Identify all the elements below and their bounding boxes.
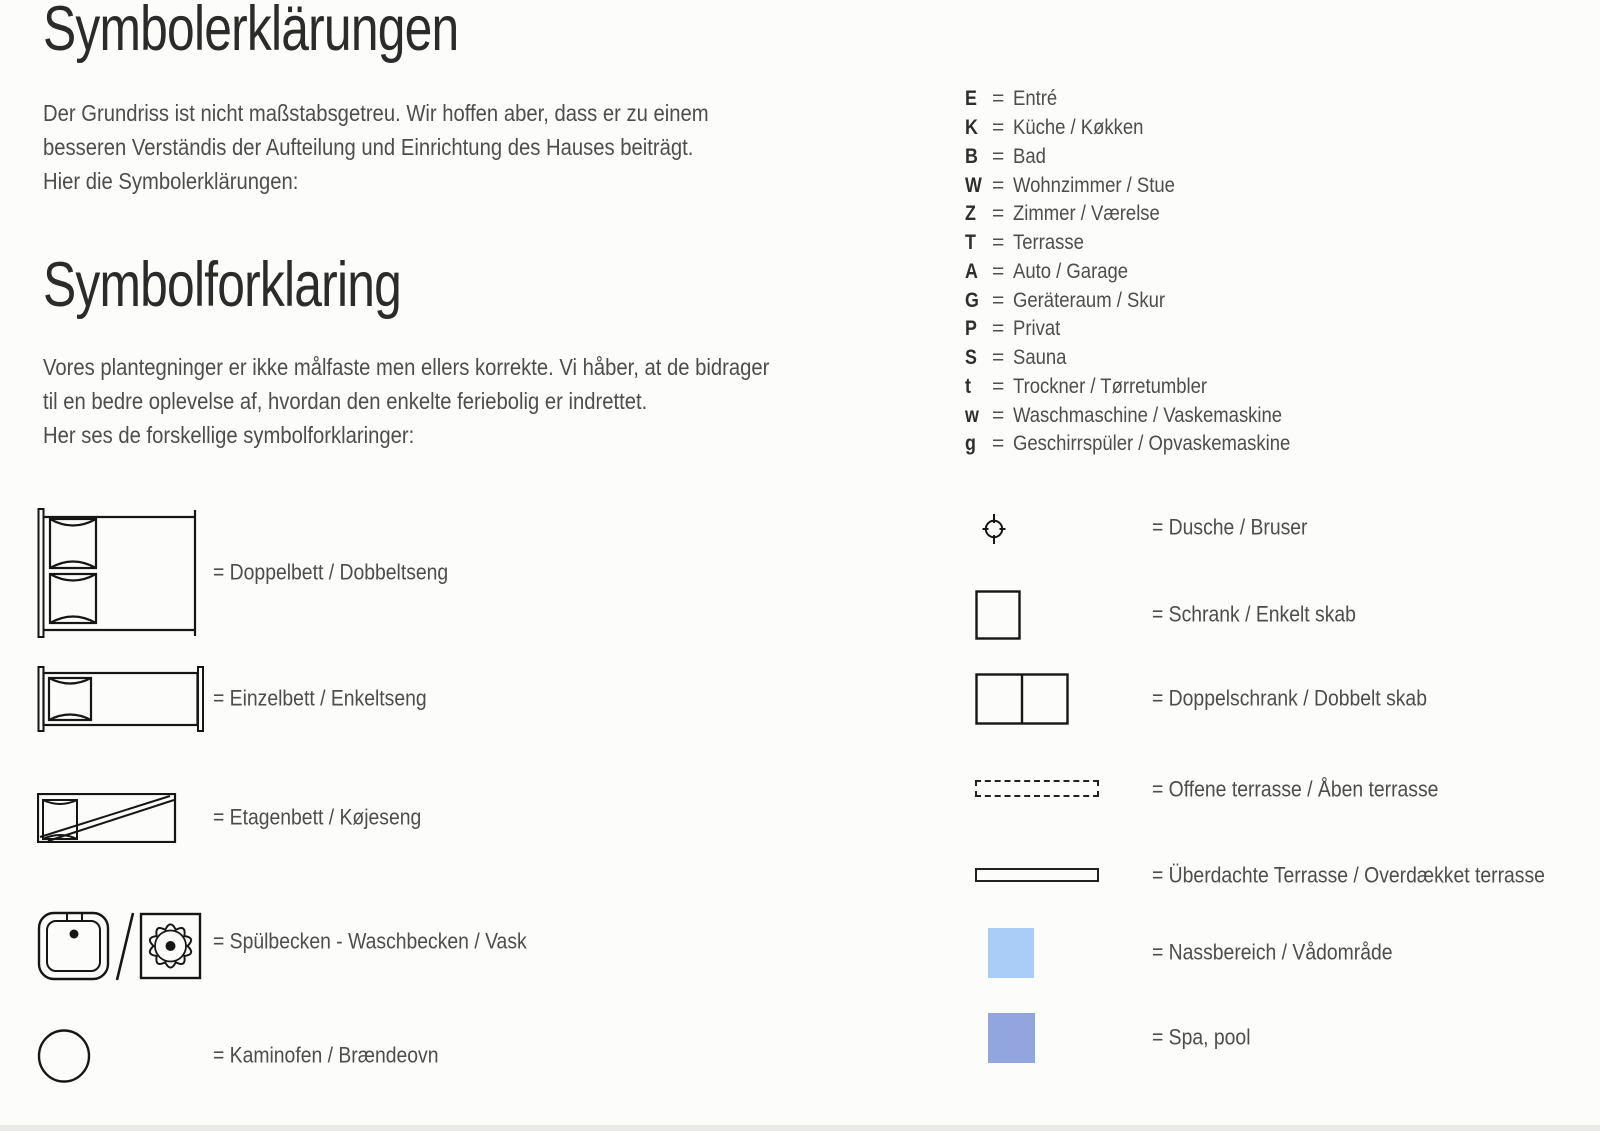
legend-equals: = bbox=[992, 403, 1005, 427]
shower-label: = Dusche / Bruser bbox=[1152, 514, 1308, 540]
legend-definition: Terrasse bbox=[1013, 231, 1084, 255]
legend-definition: Auto / Garage bbox=[1013, 259, 1129, 283]
open-terrace-label: = Offene terrasse / Åben terrasse bbox=[1152, 775, 1439, 801]
legend-definition: Geräteraum / Skur bbox=[1013, 288, 1166, 312]
legend-definition: Geschirrspüler / Opvaskemaskine bbox=[1013, 432, 1291, 456]
legend-letter: K bbox=[965, 116, 978, 140]
letter-legend-row bbox=[965, 430, 1328, 459]
legend-letter: A bbox=[965, 259, 978, 283]
legend-row-shower bbox=[978, 511, 1578, 545]
legend-letter: Z bbox=[965, 202, 976, 226]
legend-letter: G bbox=[965, 288, 979, 312]
spa-pool-label: = Spa, pool bbox=[1152, 1024, 1251, 1050]
legend-definition: Zimmer / Værelse bbox=[1013, 202, 1160, 226]
letter-legend-row bbox=[965, 344, 1328, 373]
open-terrace-icon bbox=[975, 780, 1099, 797]
legend-equals: = bbox=[992, 432, 1005, 456]
legend-definition: Entré bbox=[1013, 87, 1058, 111]
bunk-bed-label: = Etagenbett / Køjeseng bbox=[213, 804, 422, 830]
letter-legend-row bbox=[965, 200, 1328, 229]
letter-legend-row bbox=[965, 373, 1328, 402]
double-wardrobe-label: = Doppelschrank / Dobbelt skab bbox=[1152, 685, 1427, 711]
legend-row-sink bbox=[37, 903, 797, 981]
letter-legend-row bbox=[965, 85, 1328, 114]
legend-definition: Wohnzimmer / Stue bbox=[1013, 173, 1175, 197]
legend-definition: Bad bbox=[1013, 144, 1046, 168]
covered-terrace-icon bbox=[975, 868, 1099, 882]
covered-terrace-label: = Überdachte Terrasse / Overdækket terrasse bbox=[1152, 862, 1545, 888]
wet-area-icon bbox=[988, 928, 1034, 978]
wood-stove-label: = Kaminofen / Brændeovn bbox=[213, 1042, 439, 1068]
legend-row-wood-stove bbox=[37, 1029, 797, 1083]
legend-row-wet-area bbox=[988, 928, 1588, 978]
single-bed-icon bbox=[37, 666, 205, 732]
double-bed-label: = Doppelbett / Dobbeltseng bbox=[213, 559, 449, 585]
legend-row-single-bed bbox=[37, 666, 797, 732]
legend-row-double-bed bbox=[37, 508, 797, 638]
legend-equals: = bbox=[992, 87, 1005, 111]
page-bottom-edge bbox=[0, 1125, 1600, 1131]
danish-intro-line: Vores plantegninger er ikke målfaste men ellers korrekte. Vi håber, at de bidrager bbox=[43, 354, 770, 380]
sink-washbasin-icon bbox=[37, 903, 202, 981]
legend-definition: Privat bbox=[1013, 317, 1061, 341]
double-wardrobe-icon bbox=[975, 673, 1069, 725]
legend-row-single-wardrobe bbox=[975, 590, 1575, 640]
legend-row-bunk-bed bbox=[37, 793, 797, 843]
legend-equals: = bbox=[992, 374, 1005, 398]
sink-washbasin-label: = Spülbecken - Waschbecken / Vask bbox=[213, 928, 527, 954]
legend-letter: B bbox=[965, 144, 978, 168]
letter-legend-row bbox=[965, 258, 1328, 287]
single-wardrobe-icon bbox=[975, 590, 1021, 640]
legend-definition: Waschmaschine / Vaskemaskine bbox=[1013, 403, 1283, 427]
legend-letter: T bbox=[965, 231, 976, 255]
legend-equals: = bbox=[992, 317, 1005, 341]
legend-equals: = bbox=[992, 202, 1005, 226]
legend-definition: Trockner / Tørretumbler bbox=[1013, 374, 1208, 398]
german-intro-line: Der Grundriss ist nicht maßstabsgetreu. Wir hoffen aber, dass er zu einem bbox=[43, 100, 709, 126]
letter-legend-row bbox=[965, 286, 1328, 315]
shower-icon bbox=[978, 511, 1010, 545]
danish-intro-line: Her ses de forskellige symbolforklaringer: bbox=[43, 422, 415, 448]
letter-legend bbox=[965, 85, 1328, 459]
letter-legend-row bbox=[965, 143, 1328, 172]
legend-equals: = bbox=[992, 259, 1005, 283]
legend-equals: = bbox=[992, 144, 1005, 168]
legend-definition: Sauna bbox=[1013, 346, 1067, 370]
legend-row-double-wardrobe bbox=[975, 673, 1575, 725]
german-title: Symbolerklärungen bbox=[43, 0, 459, 64]
single-wardrobe-label: = Schrank / Enkelt skab bbox=[1152, 601, 1356, 627]
legend-letter: P bbox=[965, 317, 977, 341]
german-intro-line: Hier die Symbolerklärungen: bbox=[43, 168, 299, 194]
danish-intro-paragraph bbox=[43, 350, 868, 452]
bunk-bed-icon bbox=[37, 793, 177, 843]
legend-equals: = bbox=[992, 231, 1005, 255]
legend-letter: w bbox=[965, 403, 979, 427]
german-intro-paragraph bbox=[43, 96, 799, 198]
legend-definition: Küche / Køkken bbox=[1013, 116, 1144, 140]
legend-row-spa-pool bbox=[988, 1013, 1588, 1063]
legend-row-open-terrace bbox=[975, 775, 1575, 801]
danish-intro-line: til en bedre oplevelse af, hvordan den enkelte feriebolig er indrettet. bbox=[43, 388, 648, 414]
single-bed-label: = Einzelbett / Enkeltseng bbox=[213, 685, 427, 711]
legend-letter: S bbox=[965, 346, 977, 370]
german-intro-line: besseren Verständis der Aufteilung und Einrichtung des Hauses beiträgt. bbox=[43, 134, 694, 160]
letter-legend-row bbox=[965, 315, 1328, 344]
legend-row-covered-terrace bbox=[975, 862, 1595, 888]
legend-letter: g bbox=[965, 432, 976, 456]
double-bed-icon bbox=[37, 508, 202, 638]
legend-letter: t bbox=[965, 374, 971, 398]
legend-letter: E bbox=[965, 87, 977, 111]
danish-title: Symbolforklaring bbox=[43, 250, 402, 320]
wood-stove-icon bbox=[37, 1029, 93, 1083]
letter-legend-row bbox=[965, 171, 1328, 200]
letter-legend-row bbox=[965, 229, 1328, 258]
legend-letter: W bbox=[965, 173, 982, 197]
legend-equals: = bbox=[992, 116, 1005, 140]
wet-area-label: = Nassbereich / Vådområde bbox=[1152, 939, 1393, 965]
legend-equals: = bbox=[992, 173, 1005, 197]
legend-equals: = bbox=[992, 288, 1005, 312]
legend-equals: = bbox=[992, 346, 1005, 370]
spa-pool-icon bbox=[988, 1013, 1035, 1063]
letter-legend-row bbox=[965, 401, 1328, 430]
letter-legend-row bbox=[965, 114, 1328, 143]
